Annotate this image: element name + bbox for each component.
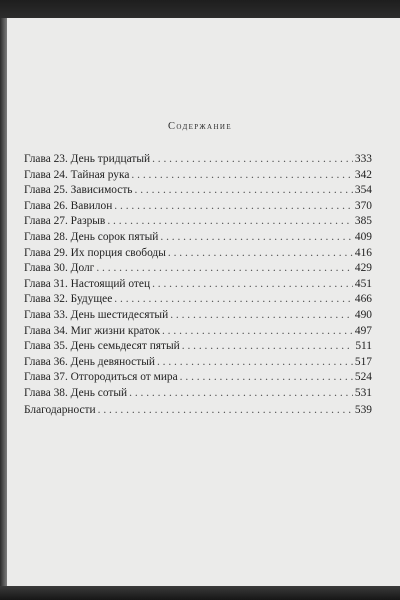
page-title: Содержание	[167, 121, 233, 132]
dot-leader	[168, 246, 353, 262]
toc-entry[interactable]	[24, 261, 372, 277]
toc-entry[interactable]	[24, 152, 372, 168]
toc-entry-page: 531	[354, 386, 372, 399]
toc-entry-page: 466	[354, 293, 372, 306]
toc-entry-page: 490	[354, 308, 372, 321]
toc-entry-page: 416	[354, 246, 372, 259]
toc-entry[interactable]	[24, 246, 372, 262]
toc-entry-label: Глава 23. День тридцатый	[24, 153, 151, 165]
toc-entry[interactable]	[24, 308, 372, 324]
toc-entry-page: 497	[354, 324, 372, 337]
toc-entry-label: Глава 26. Вавилон	[24, 199, 113, 212]
toc-entry[interactable]	[24, 339, 372, 355]
toc-entry-label: Благодарности	[24, 404, 96, 416]
toc-entry[interactable]	[24, 386, 372, 402]
toc-entry-label: Глава 24. Тайная рука	[24, 168, 130, 181]
toc-entry-page: 539	[354, 404, 372, 416]
bottom-dark-border	[0, 586, 400, 600]
toc-entry-label: Глава 29. Их порция свободы	[24, 246, 166, 259]
toc-entry[interactable]	[24, 168, 372, 184]
acknowledgements-section	[24, 403, 372, 419]
dot-leader	[152, 152, 353, 168]
dot-leader	[162, 324, 353, 340]
toc-entry-label: Глава 28. День сорок пятый	[24, 230, 159, 243]
toc-entry-page: 517	[354, 355, 372, 368]
dot-leader	[96, 261, 353, 277]
book-spine-shadow	[0, 0, 7, 600]
toc-entry-page: 370	[354, 199, 372, 212]
toc-entry-label: Глава 38. День сотый	[24, 386, 128, 399]
toc-entry[interactable]	[24, 324, 372, 340]
toc-entry-page: 333	[354, 153, 372, 165]
toc-entry-label: Глава 36. День девяностый	[24, 355, 155, 368]
toc-entry-label: Глава 25. Зависимость	[24, 184, 133, 197]
dot-leader	[131, 168, 352, 184]
dot-leader	[114, 292, 353, 308]
toc-entry-page: 354	[354, 184, 372, 197]
toc-entry[interactable]	[24, 277, 372, 293]
toc-entry-acknowledgements[interactable]	[24, 403, 372, 419]
dot-leader	[152, 277, 353, 293]
dot-leader	[107, 214, 353, 230]
toc-entry-label: Глава 33. День шестидесятый	[24, 308, 169, 321]
toc-entry[interactable]	[24, 230, 372, 246]
dot-leader	[180, 370, 353, 386]
toc-entry-label: Глава 35. День семьдесят пятый	[24, 340, 180, 353]
toc-entry[interactable]	[24, 199, 372, 215]
toc-entry-page: 342	[354, 168, 372, 181]
toc-entry-page: 451	[354, 277, 372, 290]
toc-entry[interactable]	[24, 214, 372, 230]
toc-entry[interactable]	[24, 183, 372, 199]
dot-leader	[135, 183, 353, 199]
toc-entry-label: Глава 37. Отгородиться от мира	[24, 371, 178, 384]
toc-entry-label: Глава 27. Разрыв	[24, 215, 106, 228]
toc-entry-page: 409	[354, 230, 372, 243]
dot-leader	[129, 386, 353, 402]
toc-entry-page: 511	[355, 340, 372, 353]
toc-entry[interactable]	[24, 370, 372, 386]
toc-entry-label: Глава 30. Долг	[24, 262, 95, 275]
toc-entry[interactable]	[24, 355, 372, 371]
toc-entry-page: 524	[354, 371, 372, 384]
dot-leader	[160, 230, 353, 246]
dot-leader	[182, 339, 354, 355]
dot-leader	[170, 308, 353, 324]
toc-entry-label: Глава 34. Миг жизни краток	[24, 324, 160, 337]
toc-entry[interactable]	[24, 292, 372, 308]
top-dark-border	[0, 0, 400, 18]
toc-entry-page: 385	[354, 215, 372, 228]
toc-entry-page: 429	[354, 262, 372, 275]
table-of-contents	[24, 152, 372, 402]
dot-leader	[114, 199, 353, 215]
dot-leader	[157, 355, 353, 371]
dot-leader	[98, 403, 353, 419]
toc-entry-label: Глава 32. Будущее	[24, 293, 113, 306]
toc-entry-label: Глава 31. Настоящий отец	[24, 277, 151, 290]
